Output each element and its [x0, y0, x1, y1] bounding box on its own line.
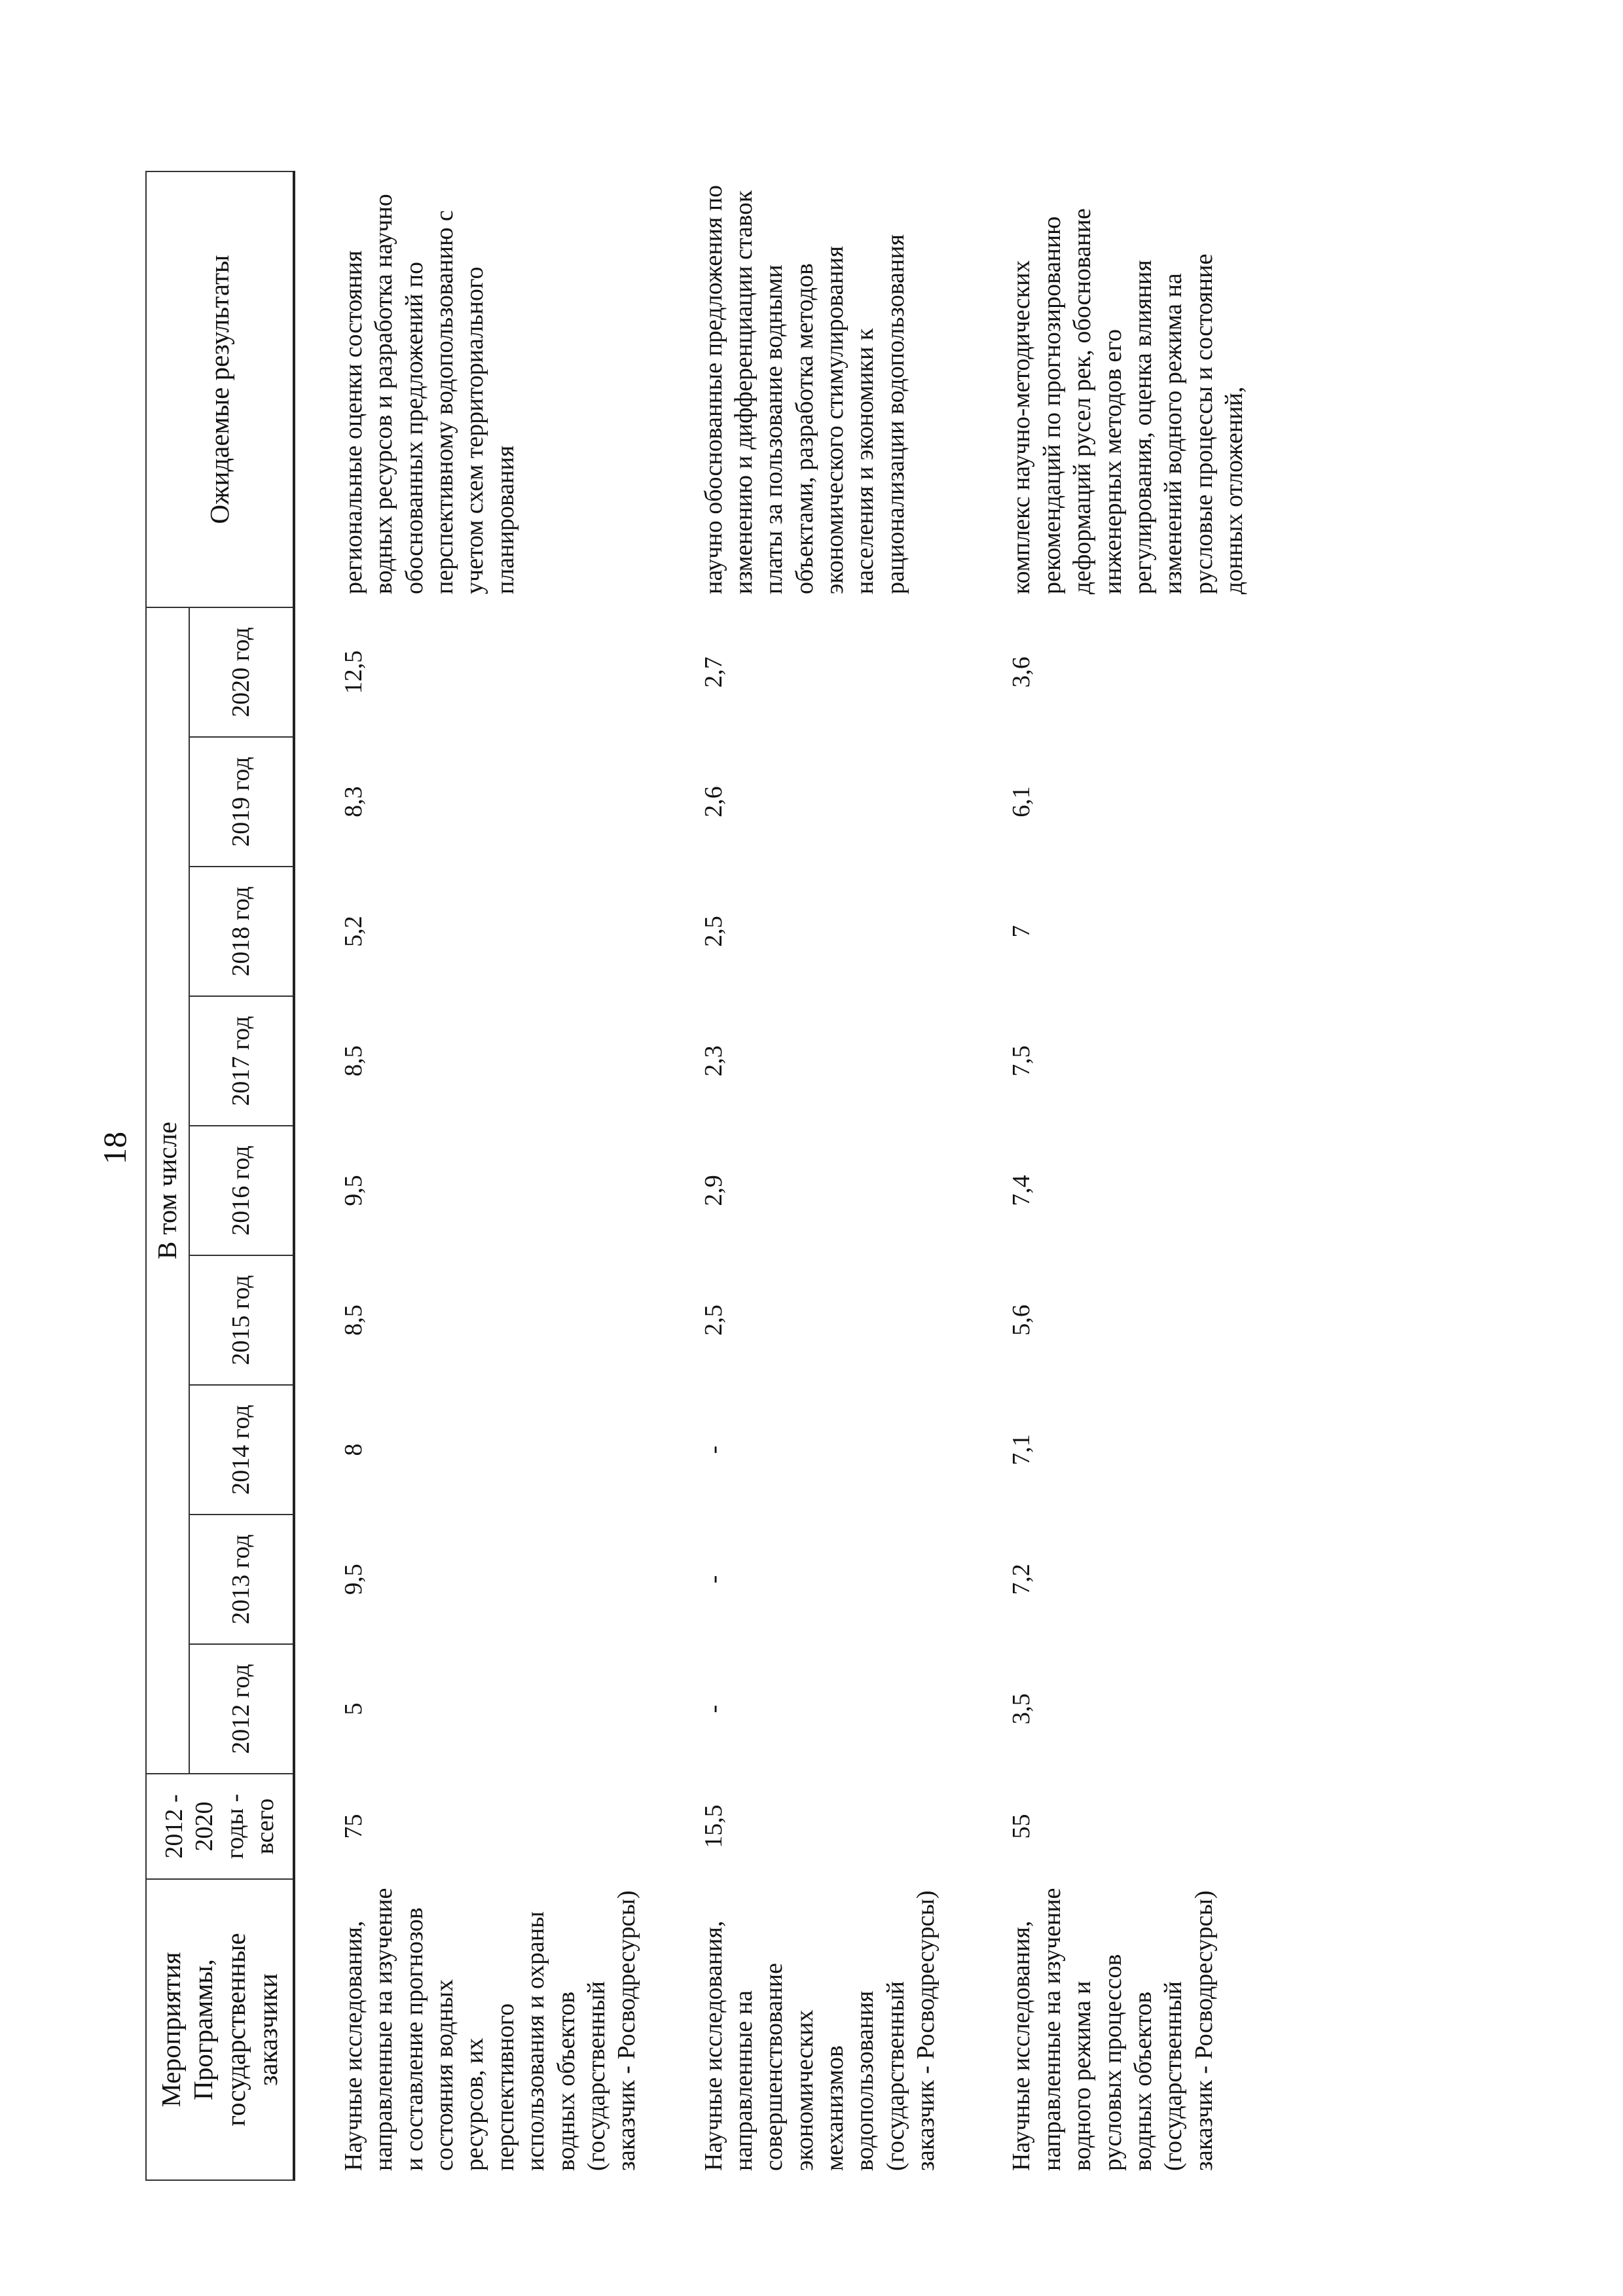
- row-total: 55: [1008, 1814, 1036, 1839]
- header-year-2017: 2017 год: [189, 996, 294, 1126]
- row-value-2015: 5,6: [1008, 1304, 1036, 1336]
- row-activity: Научные исследования, направленные на совершенствование экономических механизмов водопользования (государственный заказчик - Росводресурсы): [699, 1890, 940, 2171]
- table-row: [941, 171, 1249, 2180]
- row-value-2013: 7,2: [1008, 1564, 1036, 1595]
- row-value-2017: 2,3: [699, 1045, 727, 1077]
- row-value-2016: 9,5: [340, 1175, 367, 1206]
- row-value-2014: 7,1: [1008, 1434, 1036, 1465]
- row-value-2019: 6,1: [1008, 786, 1036, 817]
- row-value-2018: 2,5: [699, 916, 727, 947]
- row-value-2014: 8: [340, 1443, 367, 1456]
- row-value-2020: 3,6: [1008, 656, 1036, 688]
- header-year-2018: 2018 год: [189, 867, 294, 996]
- row-value-2018: 7: [1008, 925, 1036, 938]
- table-row: [294, 171, 642, 2180]
- header-including: В том числе: [146, 607, 189, 1774]
- header-year-2019: 2019 год: [189, 737, 294, 867]
- row-total: 15,5: [699, 1804, 727, 1848]
- header-year-2020: 2020 год: [189, 607, 294, 737]
- row-total: 75: [340, 1814, 367, 1839]
- header-year-2012: 2012 год: [189, 1644, 294, 1774]
- row-result: региональные оценки состояния водных ресурсов и разработка научно обоснованных предложений по перспективному водопользованию с учетом схем территориального планирования: [340, 194, 519, 594]
- header-year-2013: 2013 год: [189, 1515, 294, 1644]
- row-result: комплекс научно-методических рекомендаций по прогнозированию деформаций русел рек, обоснование инженерных методов его регулирования, оценка влияния изменений водного режима на русловые процессы и состояние донных отложений,: [1008, 208, 1248, 594]
- header-year-2014: 2014 год: [189, 1385, 294, 1515]
- row-value-2019: 8,3: [340, 786, 367, 817]
- row-activity: Научные исследования, направленные на изучение и составление прогнозов состояния водных ресурсов, их перспективного использования и охраны водных объектов (государственный заказчик - Росводресурсы): [340, 1888, 641, 2171]
- header-activity: Мероприятия Программы, государственные заказчики: [146, 1879, 294, 2180]
- row-value-2013: -: [699, 1575, 727, 1584]
- header-year-2015: 2015 год: [189, 1255, 294, 1385]
- row-value-2016: 7,4: [1008, 1175, 1036, 1206]
- program-table: [145, 171, 1249, 2181]
- row-value-2014: -: [699, 1445, 727, 1454]
- row-value-2017: 8,5: [340, 1045, 367, 1077]
- row-value-2012: -: [699, 1704, 727, 1713]
- row-value-2012: 3,5: [1008, 1693, 1036, 1725]
- row-value-2020: 2,7: [699, 656, 727, 688]
- row-value-2017: 7,5: [1008, 1045, 1036, 1077]
- row-value-2015: 8,5: [340, 1304, 367, 1336]
- row-value-2019: 2,6: [699, 786, 727, 817]
- row-value-2013: 9,5: [340, 1564, 367, 1595]
- header-results: Ожидаемые результаты: [146, 171, 294, 607]
- row-value-2016: 2,9: [699, 1175, 727, 1206]
- table-row: [642, 171, 941, 2180]
- row-value-2012: 5: [340, 1702, 367, 1715]
- page-number: 18: [96, 1132, 133, 1164]
- header-year-2016: 2016 год: [189, 1126, 294, 1255]
- row-activity: Научные исследования, направленные на изучение водного режима и русловых процессов водных объектов (государственный заказчик - Росводресурсы): [1008, 1888, 1218, 2171]
- header-total: 2012 - 2020 годы - всего: [146, 1774, 294, 1879]
- row-value-2020: 12,5: [340, 650, 367, 694]
- row-value-2018: 5,2: [340, 916, 367, 947]
- row-result: научно обоснованные предложения по изменению и дифференциации ставок платы за пользование водными объектами, разработка методов экономического стимулирования населения и экономики к рационализации водопользования: [699, 185, 909, 594]
- row-value-2015: 2,5: [699, 1304, 727, 1336]
